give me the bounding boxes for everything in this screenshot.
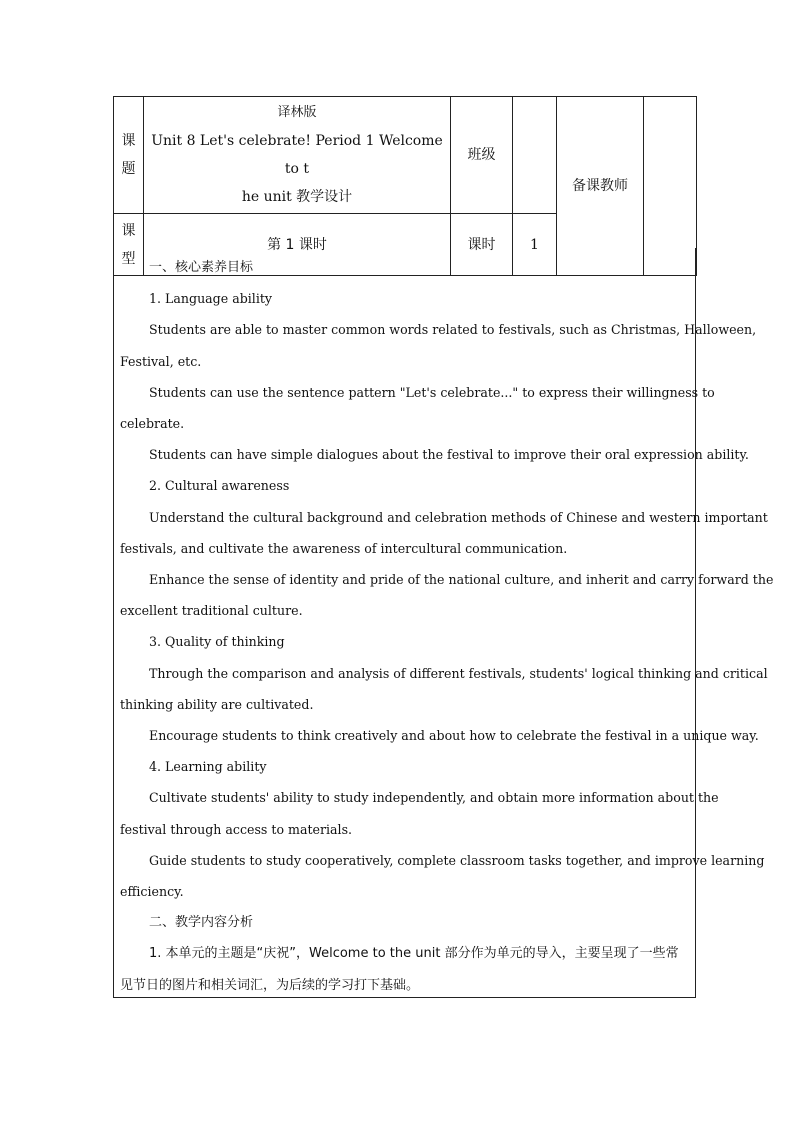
paragraph-line: 见节日的图片和相关词汇，为后续的学习打下基础。 bbox=[120, 977, 420, 993]
teacher-label: 备课教师 bbox=[557, 97, 644, 276]
topic-label-char-1: 课 bbox=[121, 133, 136, 149]
class-value bbox=[513, 97, 557, 214]
paragraph-line: Students can have simple dialogues about the festival to improve their oral expression ability. bbox=[149, 447, 749, 463]
lesson-type-value: 第 1 课时 bbox=[144, 214, 451, 276]
paragraph-line: Guide students to study cooperatively, complete classroom tasks together, and improve learning bbox=[149, 852, 765, 868]
lesson-title-cell bbox=[144, 97, 451, 214]
publisher-label: 译林版 bbox=[277, 105, 317, 120]
header-row-topic bbox=[114, 97, 697, 214]
paragraph-line: efficiency. bbox=[120, 884, 184, 900]
hours-value: 1 bbox=[513, 214, 557, 276]
section-heading-core-goals: 一、核心素养目标 bbox=[149, 260, 254, 275]
subheading-learning-ability: 4. Learning ability bbox=[149, 759, 267, 775]
subheading-language-ability: 1. Language ability bbox=[149, 291, 273, 307]
paragraph-line: excellent traditional culture. bbox=[120, 603, 303, 619]
paragraph-line: Enhance the sense of identity and pride of the national culture, and inherit and carry forward the bbox=[149, 572, 774, 588]
topic-label-cell bbox=[114, 97, 144, 214]
paragraph-line: festivals, and cultivate the awareness of intercultural communication. bbox=[120, 540, 568, 556]
class-label: 班级 bbox=[451, 97, 513, 214]
paragraph-line: Understand the cultural background and celebration methods of Chinese and western important bbox=[149, 509, 768, 525]
hours-label: 课时 bbox=[451, 214, 513, 276]
lesson-title-line-2: he unit 教学设计 bbox=[241, 189, 353, 205]
paragraph-line: Through the comparison and analysis of different festivals, students' logical thinking and critical bbox=[149, 665, 768, 681]
paragraph-line: festival through access to materials. bbox=[120, 821, 353, 837]
paragraph-line: Cultivate students' ability to study independently, and obtain more information about the bbox=[149, 790, 719, 806]
paragraph-line: celebrate. bbox=[120, 416, 185, 432]
type-label-char-2: 型 bbox=[121, 250, 136, 267]
paragraph-line: thinking ability are cultivated. bbox=[120, 696, 314, 712]
content-cell bbox=[113, 248, 774, 998]
paragraph-line: Encourage students to think creatively and about how to celebrate the festival in a unique way. bbox=[149, 728, 759, 744]
paragraph-line: Festival, etc. bbox=[120, 353, 202, 369]
subheading-quality-of-thinking: 3. Quality of thinking bbox=[149, 634, 285, 650]
paragraph-line: Students can use the sentence pattern "Let's celebrate..." to express their willingness to bbox=[149, 384, 715, 400]
type-label-char-1: 课 bbox=[121, 222, 136, 239]
lesson-title-line-1: Unit 8 Let's celebrate! Period 1 Welcome to t bbox=[151, 133, 443, 177]
paragraph-line: Students are able to master common words related to festivals, such as Christmas, Halloween, bbox=[149, 322, 757, 338]
topic-label-char-2: 题 bbox=[121, 161, 136, 177]
subheading-cultural-awareness: 2. Cultural awareness bbox=[149, 478, 290, 494]
section-heading-content-analysis: 二、教学内容分析 bbox=[149, 915, 254, 931]
paragraph-line: 1. 本单元的主题是“庆祝”，Welcome to the unit 部分作为单元的导入，主要呈现了一些常 bbox=[149, 946, 679, 962]
